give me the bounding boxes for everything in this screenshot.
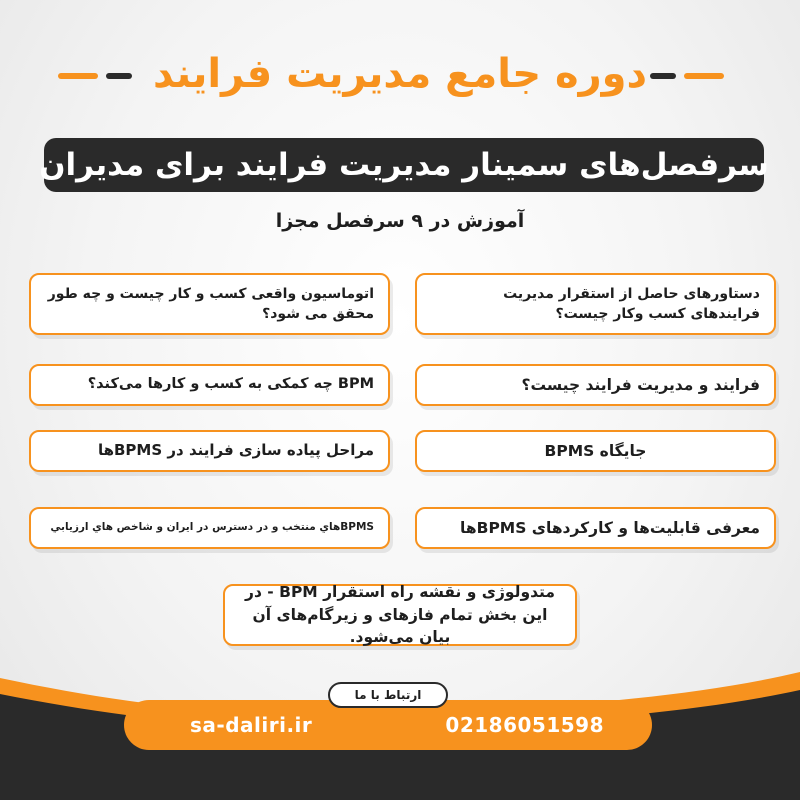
topic-text-7: معرفی قابلیت‌ها و کارکردهای BPMSها — [460, 518, 760, 537]
topic-text-8: BPMSهاي منتخب و در دسترس در ايران و شاخص هاي ارزيابي — [50, 521, 374, 534]
topic-text-3: فرایند و مدیریت فرایند چیست؟ — [521, 375, 760, 394]
topic-text-2: اتوماسیون واقعی کسب و کار چیست و چه طور محقق می شود؟ — [47, 285, 374, 322]
phone-number[interactable]: 02186051598 — [445, 713, 604, 737]
page-title: دوره جامع مدیریت فرایند — [152, 51, 648, 97]
topic-text-9: متدولوژی و نقشه راه استقرار BPM - در این بخش تمام فازهای و زیرگام‌های آن بیان می‌شود. — [245, 583, 555, 647]
subtitle-text: سرفصل‌های سمینار مدیریت فرایند برای مدیران — [39, 147, 769, 183]
website-link[interactable]: sa-daliri.ir — [190, 713, 313, 737]
tagline: آموزش در ۹ سرفصل مجزا — [275, 210, 525, 232]
topic-text-5: جایگاه BPMS — [544, 441, 647, 460]
topic-text-4: BPM چه کمکی به کسب و کارها می‌کند؟ — [87, 376, 374, 393]
topic-text-1: دستاورهای حاصل از استقرار مدیریت فرایندهای کسب وکار چیست؟ — [503, 285, 760, 322]
contact-label: ارتباط با ما — [328, 682, 448, 708]
topic-text-6: مراحل پیاده سازی فرایند در BPMSها — [97, 441, 374, 460]
